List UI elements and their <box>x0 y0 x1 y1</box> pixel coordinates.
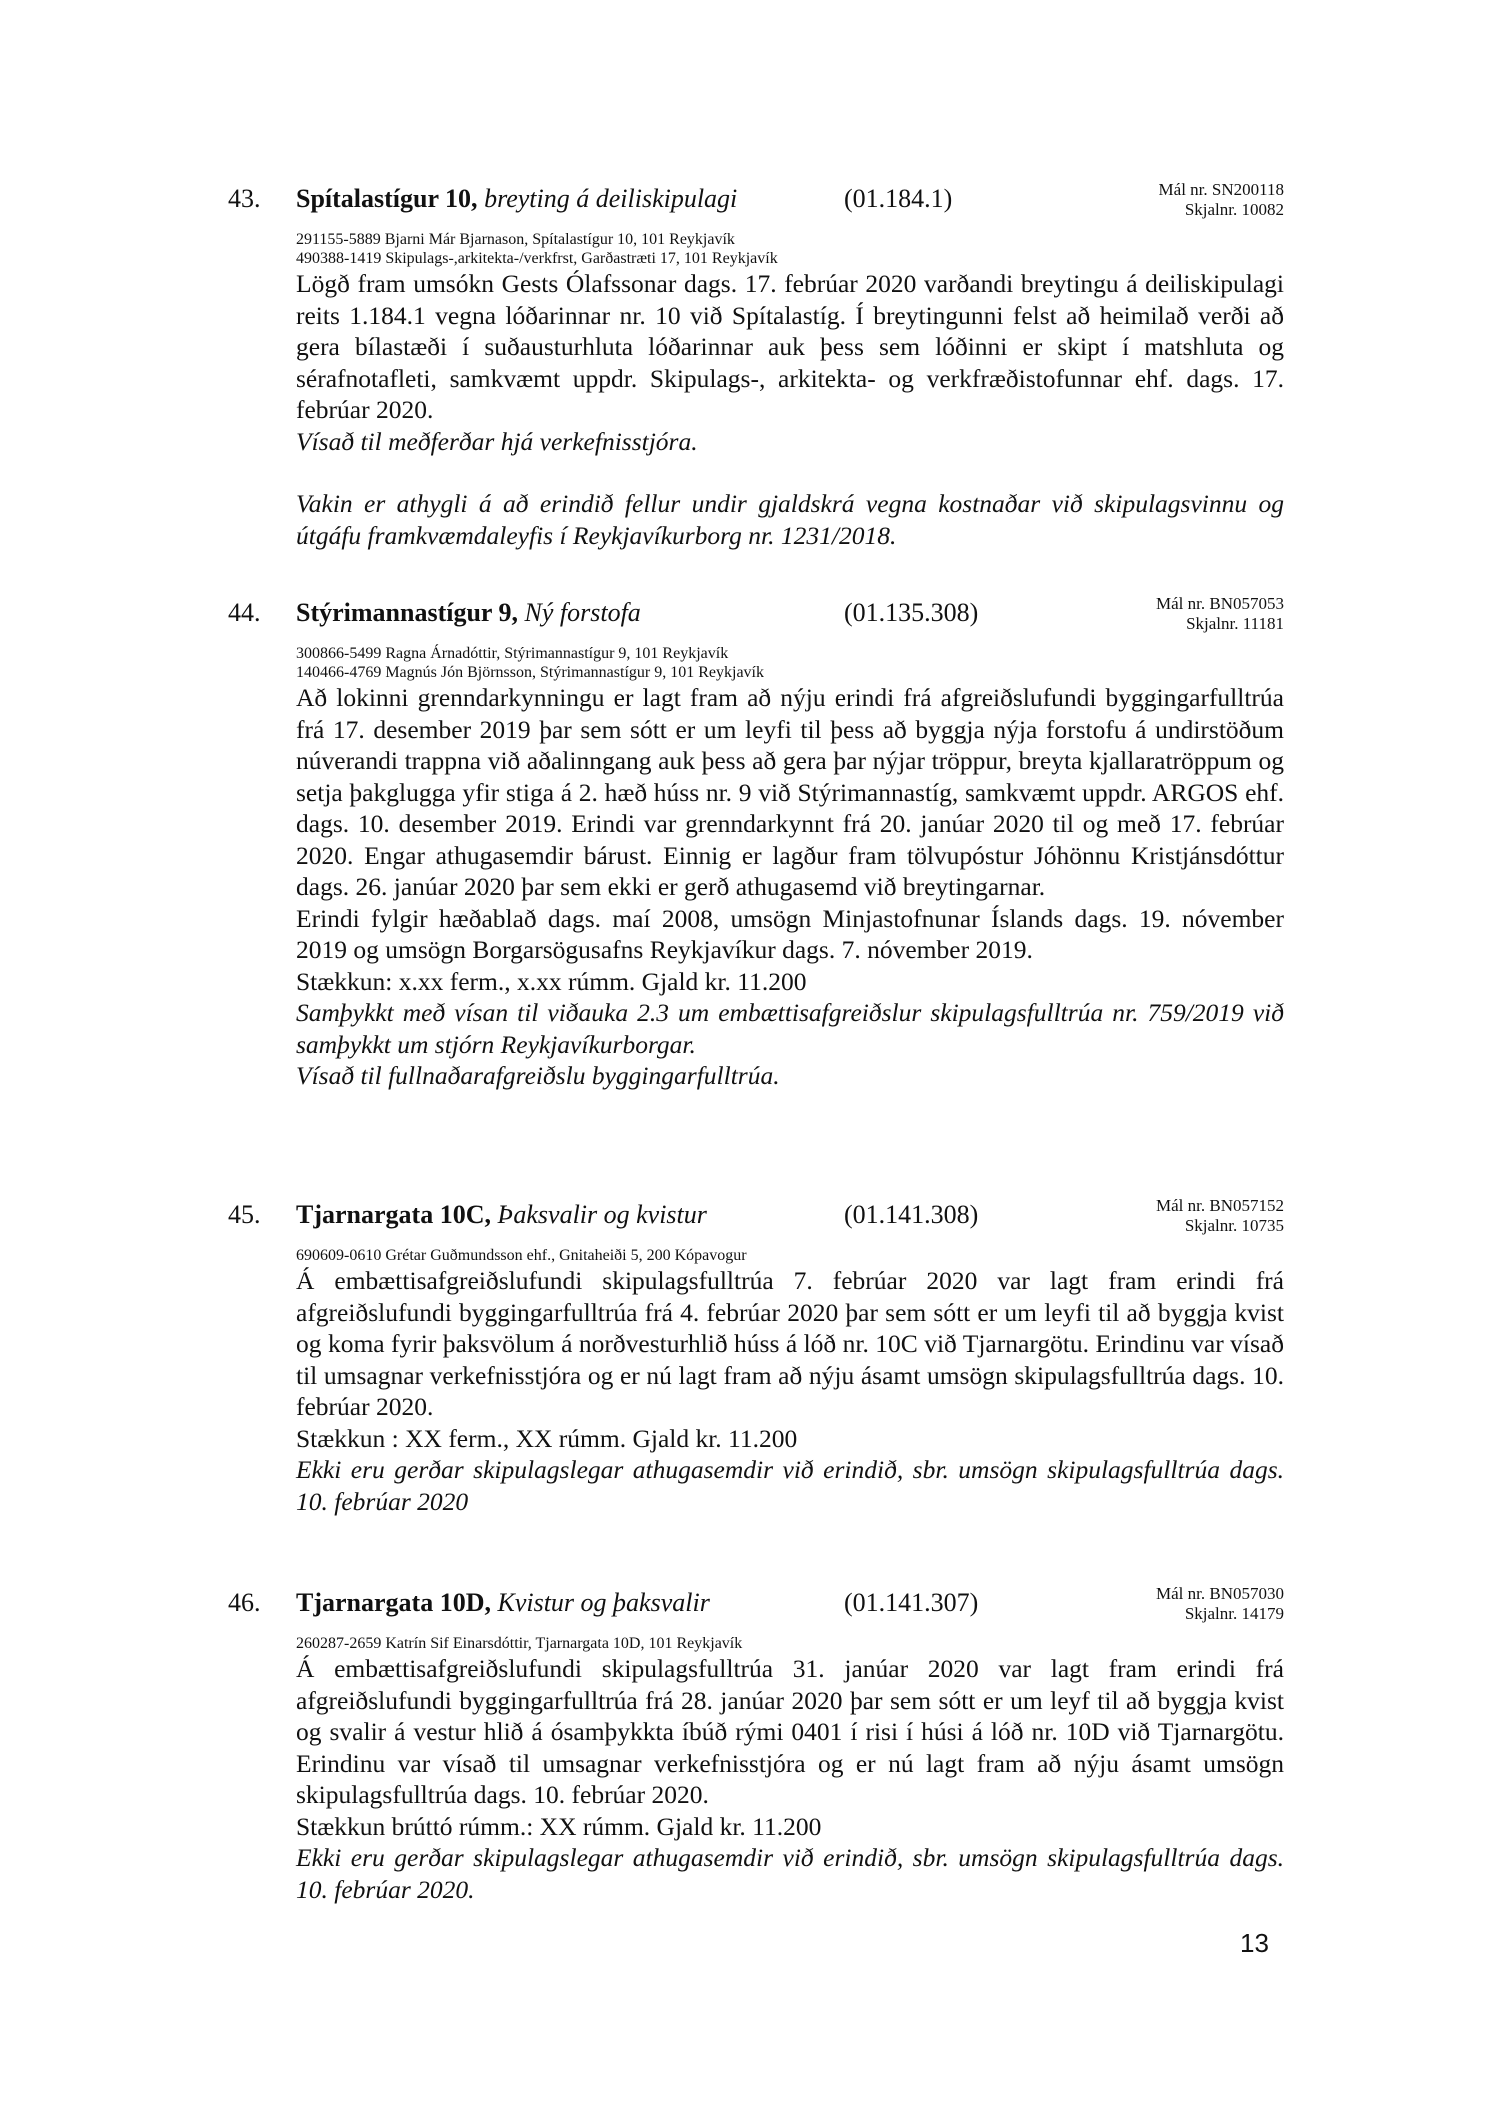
item-text: Á embættisafgreiðslufundi skipulagsfulltrúa 7. febrúar 2020 var lagt fram erindi frá afgreiðslufundi byggingarfulltrúa frá 4. febrúar 2020 þar sem sótt er um leyfi til að byggja kvist og koma fyrir þaksvölum á norðvesturhlið húss á lóð nr. 10C við Tjarnargötu. Erindinu var vísað til umsagnar verkefnisstjóra og er nú lagt fram að nýju ásamt umsögn skipulagsfulltrúa dags. 10. febrúar 2020. <box>296 1266 1284 1421</box>
item-number: 46. <box>228 1588 261 1617</box>
item-case-meta <box>1159 180 1284 220</box>
item-description: breyting á deiliskipulagi <box>484 184 738 213</box>
item-description: Ný forstofa <box>524 598 641 627</box>
item-parties <box>296 1246 1284 1265</box>
agenda-item-45 <box>228 1196 1284 1517</box>
party-line: 690609-0610 Grétar Guðmundsson ehf., Gnitaheiði 5, 200 Kópavogur <box>296 1247 747 1264</box>
party-line: 260287-2659 Katrín Sif Einarsdóttir, Tjarnargata 10D, 101 Reykjavík <box>296 1635 743 1652</box>
item-text: Lögð fram umsókn Gests Ólafssonar dags. 17. febrúar 2020 varðandi breytingu á deiliskipulagi reits 1.184.1 vegna lóðarinnar nr. 10 við Spítalastíg. Í breytingunni felst að heimilað verði að gera bílastæði í suðausturhluta lóðarinnar auk þess sem lóðinni er skipt í matshluta og sérafnotafleti, samkvæmt uppdr. Skipulags-, arkitekta- og verkfræðistofunnar ehf. dags. 17. febrúar 2020. <box>296 269 1284 424</box>
item-address: Tjarnargata 10C, <box>296 1200 491 1229</box>
item-header <box>228 180 1284 230</box>
item-title <box>296 598 641 628</box>
document-number: Skjalnr. 10082 <box>1184 200 1284 219</box>
item-text-2: Erindi fylgir hæðablað dags. maí 2008, umsögn Minjastofnunar Íslands dags. 19. nóvember 2019 og umsögn Borgarsögusafns Reykjavíkur dags. 7. nóvember 2019. <box>296 903 1284 964</box>
item-number: 44. <box>228 598 261 627</box>
page-number: 13 <box>1240 1928 1269 1958</box>
item-title <box>296 1200 707 1230</box>
item-number: 45. <box>228 1200 261 1229</box>
item-case-meta <box>1156 594 1284 634</box>
item-header <box>228 1584 1284 1634</box>
party-line: 140466-4769 Magnús Jón Björnsson, Stýrimannastígur 9, 101 Reykjavík <box>296 664 764 681</box>
item-parties <box>296 230 1284 268</box>
case-number: Mál nr. BN057053 <box>1156 594 1284 613</box>
item-note: Vakin er athygli á að erindið fellur undir gjaldskrá vegna kostnaðar við skipulagsvinnu og útgáfu framkvæmdaleyfis í Reykjavíkurborg nr. 1231/2018. <box>296 489 1284 550</box>
item-decision: Ekki eru gerðar skipulagslegar athugasemdir við erindið, sbr. umsögn skipulagsfulltrúa dags. 10. febrúar 2020. <box>296 1843 1284 1904</box>
item-address: Stýrimannastígur 9, <box>296 598 518 627</box>
item-text: Að lokinni grenndarkynningu er lagt fram að nýju erindi frá afgreiðslufundi byggingarfulltrúa frá 17. desember 2019 þar sem sótt er um leyfi til þess að byggja nýja forstofu á undirstöðum núverandi trappna við aðalinngang auk þess að gera þar nýjar tröppur, breyta kjallaratröppum og setja þakglugga yfir stiga á 2. hæð húss nr. 9 við Stýrimannastíg, samkvæmt uppdr. ARGOS ehf. dags. 10. desember 2019. Erindi var grenndarkynnt frá 20. janúar 2020 til og með 17. febrúar 2020. Engar athugasemdir bárust. Einnig er lagður fram tölvupóstur Jóhönnu Kristjánsdóttur dags. 26. janúar 2020 þar sem ekki er gerð athugasemd við breytingarnar. <box>296 683 1284 901</box>
item-decision: Samþykkt með vísan til viðauka 2.3 um embættisafgreiðslur skipulagsfulltrúa nr. 759/2019 við samþykkt um stjórn Reykjavíkurborgar. <box>296 998 1284 1059</box>
item-land-ref: (01.141.308) <box>844 1200 979 1229</box>
item-case-meta <box>1156 1196 1284 1236</box>
item-text: Á embættisafgreiðslufundi skipulagsfulltrúa 31. janúar 2020 var lagt fram erindi frá afgreiðslufundi byggingarfulltrúa frá 28. janúar 2020 þar sem sótt er um leyf til að byggja kvist og svalir á vestur hlið á ósamþykkta íbúð rými 0401 í risi í húsi á lóð nr. 10D við Tjarnargötu. Erindinu var vísað til umsagnar verkefnisstjóra og er nú lagt fram að nýju ásamt umsögn skipulagsfulltrúa dags. 10. febrúar 2020. <box>296 1654 1284 1809</box>
party-line: 490388-1419 Skipulags-,arkitekta-/verkfrst, Garðastræti 17, 101 Reykjavík <box>296 250 778 267</box>
item-title <box>296 184 737 214</box>
item-decision: Vísað til meðferðar hjá verkefnisstjóra. <box>296 426 698 456</box>
item-address: Tjarnargata 10D, <box>296 1588 491 1617</box>
document-number: Skjalnr. 10735 <box>1184 1216 1284 1235</box>
item-header <box>228 1196 1284 1246</box>
item-decision: Ekki eru gerðar skipulagslegar athugasemdir við erindið, sbr. umsögn skipulagsfulltrúa dags. 10. febrúar 2020 <box>296 1455 1284 1516</box>
item-case-meta <box>1156 1584 1284 1624</box>
item-body <box>296 1653 1284 1905</box>
item-body <box>296 682 1284 1092</box>
case-number: Mál nr. BN057152 <box>1156 1196 1284 1215</box>
item-land-ref: (01.141.307) <box>844 1588 979 1617</box>
item-fee: Stækkun brúttó rúmm.: XX rúmm. Gjald kr. 11.200 <box>296 1811 822 1841</box>
item-address: Spítalastígur 10, <box>296 184 478 213</box>
item-body <box>296 1265 1284 1517</box>
party-line: 300866-5499 Ragna Árnadóttir, Stýrimannastígur 9, 101 Reykjavík <box>296 645 729 662</box>
item-header <box>228 594 1284 644</box>
agenda-item-44 <box>228 594 1284 1092</box>
item-fee: Stækkun: x.xx ferm., x.xx rúmm. Gjald kr. 11.200 <box>296 966 807 996</box>
document-number: Skjalnr. 14179 <box>1184 1604 1284 1623</box>
item-land-ref: (01.184.1) <box>844 184 953 213</box>
item-decision-2: Vísað til fullnaðarafgreiðslu byggingarfulltrúa. <box>296 1061 780 1090</box>
item-parties <box>296 644 1284 682</box>
party-line: 291155-5889 Bjarni Már Bjarnason, Spítalastígur 10, 101 Reykjavík <box>296 231 735 248</box>
case-number: Mál nr. BN057030 <box>1156 1584 1284 1603</box>
item-number: 43. <box>228 184 261 213</box>
item-description: Kvistur og þaksvalir <box>497 1588 710 1617</box>
item-fee: Stækkun : XX ferm., XX rúmm. Gjald kr. 11.200 <box>296 1423 798 1453</box>
item-title <box>296 1588 710 1618</box>
item-body <box>296 268 1284 551</box>
document-number: Skjalnr. 11181 <box>1186 614 1284 633</box>
agenda-item-46 <box>228 1584 1284 1905</box>
item-land-ref: (01.135.308) <box>844 598 979 627</box>
item-parties <box>296 1634 1284 1653</box>
item-description: Þaksvalir og kvistur <box>497 1200 707 1229</box>
case-number: Mál nr. SN200118 <box>1158 180 1284 199</box>
agenda-item-43 <box>228 180 1284 551</box>
